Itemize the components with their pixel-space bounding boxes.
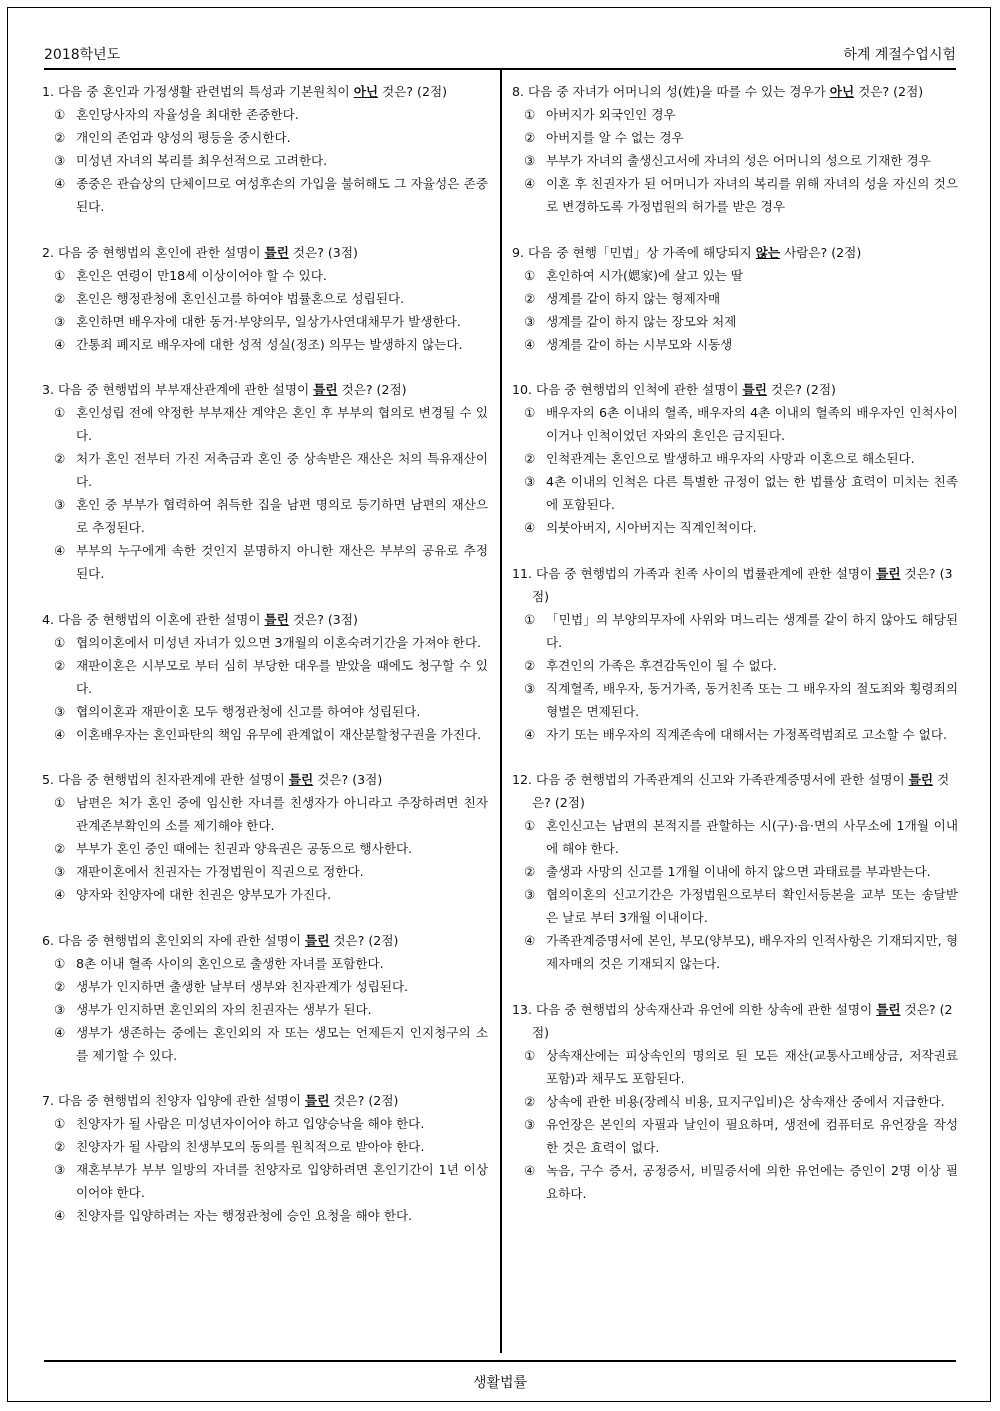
option-text: 자기 또는 배우자의 직계존속에 대해서는 가정폭력범죄로 고소할 수 없다. [546, 726, 947, 742]
option-number: ① [524, 107, 536, 122]
answer-option [512, 287, 958, 310]
option-number: ③ [524, 313, 536, 329]
answer-option [42, 310, 488, 333]
answer-option [42, 1158, 488, 1204]
option-number: ④ [54, 176, 66, 191]
stem-text: 것은? (2점) [337, 382, 407, 397]
option-text: 생계를 같이 하지 않는 장모와 처제 [546, 313, 737, 329]
answer-option [512, 126, 958, 149]
option-number: ③ [54, 864, 66, 879]
option-text: 재판이혼은 시부모로 부터 심히 부당한 대우를 받았을 때에도 청구할 수 있다. [76, 657, 488, 696]
option-number: ② [524, 657, 536, 673]
option-number: ① [54, 795, 66, 810]
emphasis-keyword: 틀린 [908, 772, 934, 787]
question-stem [42, 768, 488, 791]
answer-option [42, 264, 488, 287]
footer-rule [44, 1360, 956, 1362]
option-text: 협의이혼에서 미성년 자녀가 있으면 3개월의 이혼숙려기간을 가져야 한다. [76, 634, 482, 650]
answer-option [42, 1204, 488, 1227]
emphasis-keyword: 틀린 [742, 382, 767, 397]
answer-option [42, 998, 488, 1021]
answer-option [512, 723, 958, 746]
answer-option [42, 126, 488, 149]
answer-option [42, 975, 488, 998]
stem-text: 1. 다음 중 혼인과 가정생활 관련법의 특성과 기본원칙이 [42, 84, 354, 99]
option-number: ④ [524, 1162, 536, 1178]
answer-option [42, 447, 488, 493]
option-text: 후견인의 가족은 후견감독인이 될 수 없다. [546, 657, 777, 673]
answer-option [512, 310, 958, 333]
option-number: ② [54, 290, 66, 306]
answer-option [42, 952, 488, 975]
option-text: 재혼부부가 부부 일방의 자녀를 친양자로 입양하려면 혼인기간이 1년 이상이어야 한다. [76, 1162, 488, 1200]
option-text: 양자와 친양자에 대한 친권은 양부모가 가진다. [76, 887, 332, 902]
option-number: ④ [54, 336, 66, 352]
answer-option [42, 1135, 488, 1158]
answer-option [42, 103, 488, 126]
answer-option [512, 608, 958, 654]
stem-text: 12. 다음 중 현행법의 가족관계의 신고와 가족관계증명서에 관한 설명이 [512, 772, 909, 787]
option-text: 개인의 존엄과 양성의 평등을 중시한다. [76, 130, 291, 145]
option-number: ④ [524, 726, 536, 742]
answer-option [42, 149, 488, 172]
question-stem [512, 378, 958, 401]
question-2 [42, 241, 488, 356]
option-text: 협의이혼과 재판이혼 모두 행정관청에 신고를 하여야 성립된다. [76, 703, 421, 719]
answer-option [512, 172, 958, 218]
option-text: 부부의 누구에게 속한 것인지 분명하지 아니한 재산은 부부의 공유로 추정된다. [76, 543, 488, 581]
option-number: ② [54, 841, 66, 856]
answer-option [512, 516, 958, 539]
option-text: 상속에 관한 비용(장례식 비용, 묘지구입비)은 상속재산 중에서 지급한다. [546, 1093, 945, 1109]
option-number: ④ [54, 726, 66, 742]
option-number: ① [54, 955, 66, 971]
option-text: 혼인성립 전에 약정한 부부재산 계약은 혼인 후 부부의 협의로 변경될 수 있다. [76, 405, 488, 443]
option-text: 8촌 이내 혈족 사이의 혼인으로 출생한 자녀를 포함한다. [76, 955, 384, 971]
option-number: ③ [54, 153, 66, 168]
answer-option [42, 654, 488, 700]
answer-option [42, 700, 488, 723]
option-text: 의붓아버지, 시아버지는 직계인척이다. [546, 520, 757, 535]
column-divider [500, 70, 502, 1353]
stem-text: 것은? (3점) [288, 611, 358, 627]
emphasis-keyword: 틀린 [264, 611, 289, 627]
option-number: ① [524, 611, 536, 627]
option-number: ② [524, 1093, 536, 1109]
emphasis-keyword: 틀린 [313, 382, 338, 397]
option-text: 아버지가 외국인인 경우 [546, 107, 676, 122]
question-stem [42, 1089, 488, 1112]
answer-option [42, 493, 488, 539]
option-text: 혼인 중 부부가 협력하여 취득한 집을 남편 명의로 등기하면 남편의 재산으로 추정된다. [76, 497, 488, 535]
emphasis-keyword: 아닌 [829, 84, 855, 99]
question-4 [42, 608, 488, 746]
answer-option [512, 401, 958, 447]
stem-text: 7. 다음 중 현행법의 친양자 입양에 관한 설명이 [42, 1093, 306, 1108]
stem-text: 9. 다음 중 현행「민법」상 가족에 해당되지 [512, 244, 756, 260]
question-stem [42, 608, 488, 631]
question-stem [42, 241, 488, 264]
stem-text: 사람은? (2점) [780, 244, 862, 260]
question-10 [512, 378, 958, 539]
option-text: 혼인당사자의 자율성을 최대한 존중한다. [76, 107, 299, 122]
stem-text: 것은? (2점) [329, 932, 399, 948]
stem-text: 3. 다음 중 현행법의 부부재산관계에 관한 설명이 [42, 382, 314, 397]
stem-text: 2. 다음 중 현행법의 혼인에 관한 설명이 [42, 244, 265, 260]
option-text: 처가 혼인 전부터 가진 저축금과 혼인 중 상속받은 재산은 처의 특유재산이다. [76, 451, 488, 489]
answer-option [512, 1044, 958, 1090]
emphasis-keyword: 틀린 [305, 932, 330, 948]
question-stem [42, 929, 488, 952]
option-number: ① [54, 107, 66, 122]
option-number: ① [524, 1047, 536, 1063]
option-text: 부부가 혼인 중인 때에는 친권과 양육권은 공동으로 행사한다. [76, 841, 413, 856]
option-number: ④ [54, 1024, 66, 1040]
question-9 [512, 241, 958, 356]
answer-option [42, 401, 488, 447]
exam-title: 하계 계절수업시험 [843, 47, 956, 63]
answer-option [42, 883, 488, 906]
answer-option [512, 654, 958, 677]
answer-option [42, 837, 488, 860]
stem-text: 것은? (2점) [854, 84, 924, 99]
question-13 [512, 998, 958, 1205]
left-column [42, 80, 488, 1250]
answer-option [42, 333, 488, 356]
question-stem [512, 241, 958, 264]
question-3 [42, 378, 488, 585]
stem-text: 것은? (3점) [313, 772, 383, 787]
option-number: ③ [54, 313, 66, 329]
answer-option [512, 1090, 958, 1113]
stem-text: 13. 다음 중 현행법의 상속재산과 유언에 의한 상속에 관한 설명이 [512, 1001, 877, 1017]
option-number: ④ [524, 176, 536, 191]
question-stem [512, 80, 958, 103]
stem-text: 것은? (2점) [532, 772, 950, 810]
subject-name: 생활법률 [472, 1375, 528, 1391]
option-number: ② [524, 451, 536, 466]
stem-text: 5. 다음 중 현행법의 친자관계에 관한 설명이 [42, 772, 289, 787]
option-number: ② [524, 290, 536, 306]
option-number: ① [54, 634, 66, 650]
option-text: 상속재산에는 피상속인의 명의로 된 모든 재산(교통사고배상금, 저작권료 포함)과 채무도 포함된다. [546, 1047, 958, 1086]
option-number: ③ [54, 497, 66, 512]
question-stem [512, 768, 958, 814]
option-text: 유언장은 본인의 자필과 날인이 필요하며, 생전에 컴퓨터로 유언장을 작성한 것은 효력이 없다. [546, 1116, 958, 1155]
option-text: 친양자가 될 사람의 친생부모의 동의를 원칙적으로 받아야 한다. [76, 1139, 425, 1154]
option-text: 부부가 자녀의 출생신고서에 자녀의 성은 어머니의 성으로 기재한 경우 [546, 153, 931, 168]
stem-text: 것은? (2점) [378, 84, 448, 99]
option-text: 생계를 같이 하지 않는 형제자매 [546, 290, 721, 306]
answer-option [512, 883, 958, 929]
emphasis-keyword: 틀린 [876, 565, 901, 581]
option-text: 남편은 처가 혼인 중에 임신한 자녀를 친생자가 아니라고 주장하려면 친자관계존부확인의 소를 제기해야 한다. [76, 795, 488, 833]
option-text: 이혼 후 친권자가 된 어머니가 자녀의 복리를 위해 자녀의 성을 자신의 것으로 변경하도록 가정법원의 허가를 받은 경우 [546, 176, 958, 214]
option-number: ④ [54, 887, 66, 902]
option-text: 간통죄 폐지로 배우자에 대한 성적 성실(정조) 의무는 발생하지 않는다. [76, 336, 463, 352]
option-number: ④ [54, 1208, 66, 1223]
option-number: ① [54, 267, 66, 283]
answer-option [512, 333, 958, 356]
question-5 [42, 768, 488, 906]
stem-text: 것은? (3점) [288, 244, 358, 260]
option-text: 종중은 관습상의 단체이므로 여성후손의 가입을 불허해도 그 자율성은 존중된다. [76, 176, 488, 214]
option-number: ③ [524, 474, 536, 489]
answer-option [42, 791, 488, 837]
option-text: 생계를 같이 하는 시부모와 시동생 [546, 336, 733, 352]
answer-option [42, 860, 488, 883]
option-text: 가족관계증명서에 본인, 부모(양부모), 배우자의 인적사항은 기재되지만, 형제자매의 것은 기재되지 않는다. [546, 933, 958, 971]
option-number: ② [54, 451, 66, 466]
answer-option [512, 149, 958, 172]
answer-option [42, 1021, 488, 1067]
option-number: ④ [524, 933, 536, 948]
stem-text: 것은? (2점) [329, 1093, 399, 1108]
stem-text: 것은? (3점) [532, 565, 953, 604]
question-stem [512, 562, 958, 608]
option-number: ③ [54, 703, 66, 719]
option-number: ① [524, 267, 536, 283]
emphasis-keyword: 틀린 [288, 772, 314, 787]
school-year: 2018학년도 [44, 47, 121, 63]
question-6 [42, 929, 488, 1067]
option-text: 배우자의 6촌 이내의 혈족, 배우자의 4촌 이내의 혈족의 배우자인 인척사이 이거나 인척이었던 자와의 혼인은 금지된다. [546, 405, 958, 443]
option-number: ② [54, 130, 66, 145]
answer-option [512, 677, 958, 723]
option-text: 생부가 생존하는 중에는 혼인외의 자 또는 생모는 언제든지 인지청구의 소를 제기할 수 있다. [76, 1024, 488, 1063]
option-number: ① [54, 1116, 66, 1131]
answer-option [512, 264, 958, 287]
option-text: 4촌 이내의 인척은 다른 특별한 규정이 없는 한 법률상 효력이 미치는 친족에 포함된다. [546, 474, 958, 512]
answer-option [512, 447, 958, 470]
stem-text: 6. 다음 중 현행법의 혼인외의 자에 관한 설명이 [42, 932, 306, 948]
option-text: 혼인은 연령이 만18세 이상이어야 할 수 있다. [76, 267, 327, 283]
option-number: ④ [524, 336, 536, 352]
option-text: 「민법」의 부양의무자에 사위와 며느리는 생계를 같이 하지 않아도 해당된다. [546, 611, 958, 650]
option-text: 직계혈족, 배우자, 동거가족, 동거친족 또는 그 배우자의 절도죄와 횡령죄의 형벌은 면제된다. [546, 680, 958, 719]
answer-option [42, 287, 488, 310]
option-text: 아버지를 알 수 없는 경우 [546, 130, 684, 145]
stem-text: 4. 다음 중 현행법의 이혼에 관한 설명이 [42, 611, 265, 627]
option-number: ④ [524, 520, 536, 535]
answer-option [42, 631, 488, 654]
option-text: 혼인하여 시가(媤家)에 살고 있는 딸 [546, 267, 744, 283]
question-1 [42, 80, 488, 218]
answer-option [512, 860, 958, 883]
option-number: ② [54, 978, 66, 994]
emphasis-keyword: 틀린 [305, 1093, 330, 1108]
stem-text: 11. 다음 중 현행법의 가족과 친족 사이의 법률관계에 관한 설명이 [512, 565, 877, 581]
option-number: ① [524, 405, 536, 420]
stem-text: 10. 다음 중 현행법의 인척에 관한 설명이 [512, 382, 743, 397]
answer-option [512, 1113, 958, 1159]
option-number: ③ [524, 153, 536, 168]
option-text: 미성년 자녀의 복리를 최우선적으로 고려한다. [76, 153, 328, 168]
right-column [512, 80, 958, 1227]
answer-option [42, 539, 488, 585]
option-text: 인척관계는 혼인으로 발생하고 배우자의 사망과 이혼으로 해소된다. [546, 451, 915, 466]
option-number: ④ [54, 543, 66, 558]
answer-option [512, 470, 958, 516]
option-number: ① [54, 405, 66, 420]
emphasis-keyword: 틀린 [876, 1001, 901, 1017]
option-text: 혼인은 행정관청에 혼인신고를 하여야 법률혼으로 성립된다. [76, 290, 405, 306]
option-number: ② [524, 864, 536, 879]
option-number: ③ [54, 1162, 66, 1177]
answer-option [512, 1159, 958, 1205]
option-text: 생부가 인지하면 출생한 날부터 생부와 친자관계가 성립된다. [76, 978, 409, 994]
question-stem [512, 998, 958, 1044]
answer-option [512, 814, 958, 860]
answer-option [42, 723, 488, 746]
option-text: 재판이혼에서 친권자는 가정법원이 직권으로 정한다. [76, 864, 364, 879]
option-number: ③ [524, 1116, 536, 1132]
question-8 [512, 80, 958, 218]
question-stem [42, 378, 488, 401]
option-number: ① [524, 818, 536, 833]
question-12 [512, 768, 958, 975]
question-stem [42, 80, 488, 103]
answer-option [512, 103, 958, 126]
option-text: 친양자가 될 사람은 미성년자이어야 하고 입양승낙을 해야 한다. [76, 1116, 425, 1131]
stem-text: 것은? (2점) [532, 1001, 953, 1040]
answer-option [512, 929, 958, 975]
emphasis-keyword: 아닌 [353, 84, 379, 99]
stem-text: 8. 다음 중 자녀가 어머니의 성(姓)을 따를 수 있는 경우가 [512, 84, 830, 99]
option-number: ③ [54, 1001, 66, 1017]
option-text: 출생과 사망의 신고를 1개월 이내에 하지 않으면 과태료를 부과받는다. [546, 864, 931, 879]
stem-text: 것은? (2점) [766, 382, 836, 397]
option-text: 협의이혼의 신고기간은 가정법원으로부터 확인서등본을 교부 또는 송달받은 날로 부터 3개월 이내이다. [546, 887, 958, 925]
emphasis-keyword: 않는 [755, 244, 781, 260]
option-text: 친양자를 입양하려는 자는 행정관청에 승인 요청을 해야 한다. [76, 1208, 413, 1223]
option-text: 혼인하면 배우자에 대한 동거·부양의무, 일상가사연대채무가 발생한다. [76, 313, 461, 329]
question-7 [42, 1089, 488, 1227]
question-11 [512, 562, 958, 746]
emphasis-keyword: 틀린 [264, 244, 289, 260]
option-text: 녹음, 구수 증서, 공정증서, 비밀증서에 의한 유언에는 증인이 2명 이상 필요하다. [546, 1162, 958, 1201]
option-number: ③ [524, 887, 536, 902]
option-number: ③ [524, 680, 536, 696]
option-text: 생부가 인지하면 혼인외의 자의 친권자는 생부가 된다. [76, 1001, 372, 1017]
option-number: ② [524, 130, 536, 145]
answer-option [42, 172, 488, 218]
option-number: ② [54, 1139, 66, 1154]
answer-option [42, 1112, 488, 1135]
option-number: ② [54, 657, 66, 673]
option-text: 혼인신고는 남편의 본적지를 관할하는 시(구)·읍·면의 사무소에 1개월 이내에 해야 한다. [546, 818, 958, 856]
option-text: 이혼배우자는 혼인파탄의 책임 유무에 관계없이 재산분할청구권을 가진다. [76, 726, 482, 742]
